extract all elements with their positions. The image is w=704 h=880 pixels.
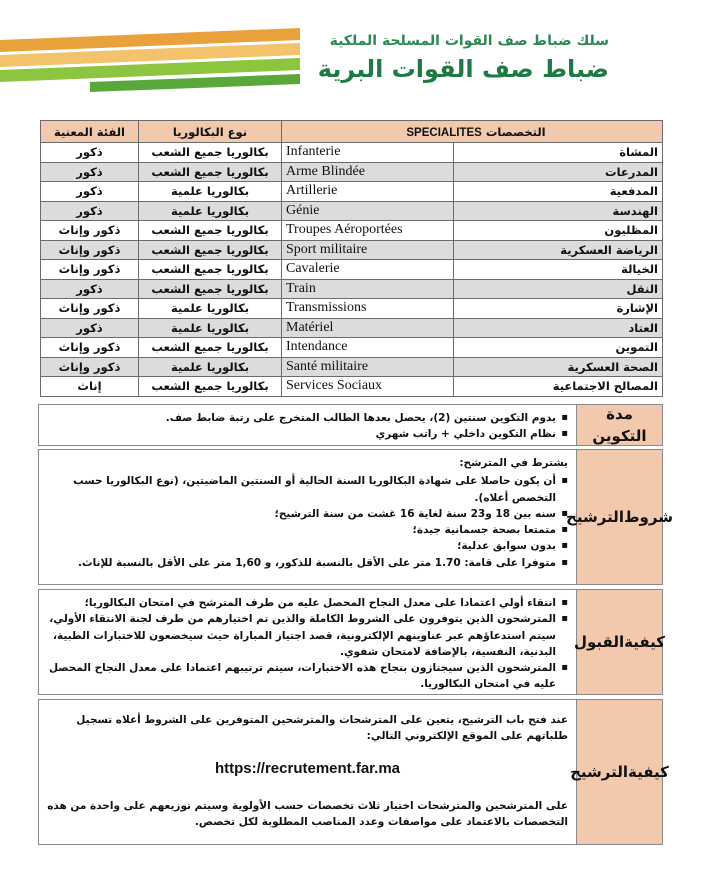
table-row	[41, 357, 663, 377]
speciality-fr-cell: Train	[282, 279, 454, 299]
condition-item: ▪ متوفرا على قامة: 1.70 متر على الأقل بالنسبة للذكور، و 1,60 متر على الأقل بالنسبة للإناث.	[47, 555, 568, 571]
header-bac-type: نوع البكالوريا	[139, 121, 282, 143]
category-cell: ذكور وإناث	[41, 240, 139, 260]
table-row	[41, 240, 663, 260]
application-label	[570, 700, 669, 844]
header-specialities-fr: SPECIALITES	[406, 126, 482, 139]
specialities-body	[41, 143, 663, 397]
table-row	[41, 338, 663, 358]
table-row	[41, 201, 663, 221]
training-label: مدة التكوين	[576, 405, 662, 445]
bac-type-cell: بكالوريا جميع الشعب	[139, 221, 282, 241]
table-row	[41, 143, 663, 163]
training-section	[38, 404, 663, 446]
conditions-label	[566, 450, 673, 584]
speciality-ar-cell: الصحة العسكرية	[454, 357, 663, 377]
admission-label-line1: كيفية	[624, 632, 665, 651]
speciality-fr-cell: Intendance	[282, 338, 454, 358]
header-title: ضباط صف القوات البرية	[317, 55, 609, 83]
admission-section	[38, 589, 663, 695]
bac-type-cell: بكالوريا جميع الشعب	[139, 260, 282, 280]
conditions-intro: يشترط في المترشح:	[459, 457, 568, 469]
speciality-ar-cell: التموين	[454, 338, 663, 358]
speciality-fr-cell: Santé militaire	[282, 357, 454, 377]
speciality-ar-cell: الرياضة العسكرية	[454, 240, 663, 260]
category-cell: ذكور وإناث	[41, 260, 139, 280]
condition-item: ▪ بدون سوابق عدلية؛	[47, 538, 568, 554]
condition-item: ▪ متمتعا بصحة جسمانية جيدة؛	[47, 522, 568, 538]
application-outro: على المترشحين والمترشحات اختيار ثلاث تخصصات حسب الأولوية وسيتم توزيعهم على واحدة من هذه التخصصات بالاعتماد على مواصفات وعدد المناصب المطلوبة لكل تخصص.	[47, 799, 568, 829]
bac-type-cell: بكالوريا جميع الشعب	[139, 338, 282, 358]
admission-label-line2: القبول	[574, 632, 625, 651]
application-label-line2: الترشيح	[570, 762, 629, 781]
speciality-fr-cell: Matériel	[282, 318, 454, 338]
header-stripes-decoration	[0, 0, 704, 100]
application-intro: عند فتح باب الترشيح، يتعين على المترشحات والمترشحين المتوفرين على الشروط أعلاه تسجيل طلباتهم على الموقع الإلكتروني التالي:	[76, 714, 568, 743]
table-header-row	[41, 121, 663, 143]
speciality-ar-cell: الخيالة	[454, 260, 663, 280]
table-row	[41, 162, 663, 182]
table-row	[41, 299, 663, 319]
conditions-section	[38, 449, 673, 585]
speciality-ar-cell: المشاة	[454, 143, 663, 163]
header-specialities-ar: التخصصات	[485, 124, 546, 139]
admission-content	[39, 590, 576, 694]
speciality-ar-cell: المصالح الاجتماعية	[454, 377, 663, 397]
specialities-table	[40, 120, 663, 397]
speciality-ar-cell: النقل	[454, 279, 663, 299]
bac-type-cell: بكالوريا جميع الشعب	[139, 143, 282, 163]
conditions-label-line2: الترشيح	[566, 507, 624, 526]
header-category: الفئة المعنية	[41, 121, 139, 143]
speciality-ar-cell: الهندسة	[454, 201, 663, 221]
category-cell: ذكور وإناث	[41, 221, 139, 241]
speciality-fr-cell: Transmissions	[282, 299, 454, 319]
bac-type-cell: بكالوريا جميع الشعب	[139, 279, 282, 299]
speciality-fr-cell: Troupes Aéroportées	[282, 221, 454, 241]
speciality-fr-cell: Arme Blindée	[282, 162, 454, 182]
conditions-content	[39, 450, 576, 584]
table-row	[41, 377, 663, 397]
speciality-fr-cell: Génie	[282, 201, 454, 221]
speciality-ar-cell: المدرعات	[454, 162, 663, 182]
speciality-ar-cell: المظليون	[454, 221, 663, 241]
bac-type-cell: بكالوريا علمية	[139, 318, 282, 338]
header-subtitle: سلك ضباط صف القوات المسلحة الملكية	[329, 33, 609, 49]
table-row	[41, 318, 663, 338]
speciality-fr-cell: Sport militaire	[282, 240, 454, 260]
application-section	[38, 699, 669, 845]
bac-type-cell: بكالوريا جميع الشعب	[139, 377, 282, 397]
table-row	[41, 182, 663, 202]
admission-item: ▪ المترشحون الذين سيجتازون بنجاح هذه الاختبارات، سيتم ترتيبهم اعتمادا على معدل النجاح المحصل عليه في امتحان البكالوريا.	[47, 660, 568, 693]
category-cell: ذكور	[41, 162, 139, 182]
table-row	[41, 221, 663, 241]
admission-item: ▪ انتقاء أولي اعتمادا على معدل النجاح المحصل عليه من طرف المترشح في امتحان البكالوريا؛	[47, 595, 568, 611]
admission-item: ▪ المترشحون الذين يتوفرون على الشروط الكاملة والذين تم اختيارهم من طرف لجنة الانتقاء الأولي، سيتم استدعاؤهم عبر عناوينهم الإلكترونية، قصد اجتياز المباراة حيث سيخضعون للاختبارات الطبية، البدنية، النفسية، بالإضافة لامتحان شفوي.	[47, 611, 568, 660]
category-cell: ذكور	[41, 143, 139, 163]
table-row	[41, 260, 663, 280]
training-item: ▪ يدوم التكوين سنتين (2)، يحصل بعدها الطالب المتخرج على رتبة ضابط صف.	[47, 410, 568, 426]
condition-item: ▪ أن يكون حاصلا على شهادة البكالوريا السنة الحالية أو السنتين الماضيتين، (نوع البكالوريا حسب التخصص أعلاه).	[47, 473, 568, 506]
bac-type-cell: بكالوريا علمية	[139, 201, 282, 221]
speciality-fr-cell: Infanterie	[282, 143, 454, 163]
speciality-ar-cell: العتاد	[454, 318, 663, 338]
category-cell: ذكور وإناث	[41, 299, 139, 319]
category-cell: إناث	[41, 377, 139, 397]
category-cell: ذكور	[41, 182, 139, 202]
condition-item: ▪ سنه بين 18 و23 سنة لغاية 16 غشت من سنة الترشيح؛	[47, 506, 568, 522]
category-cell: ذكور وإناث	[41, 338, 139, 358]
header-specialities	[282, 121, 663, 143]
speciality-fr-cell: Artillerie	[282, 182, 454, 202]
application-label-line1: كيفية	[628, 762, 669, 781]
recruitment-url-link[interactable]: https://recrutement.far.ma	[214, 759, 401, 777]
conditions-label-line1: شروط	[623, 507, 673, 526]
page-header	[0, 0, 704, 100]
category-cell: ذكور	[41, 201, 139, 221]
admission-label	[574, 590, 665, 694]
category-cell: ذكور وإناث	[41, 357, 139, 377]
training-item: ▪ نظام التكوين داخلي + راتب شهري	[47, 426, 568, 442]
category-cell: ذكور	[41, 318, 139, 338]
bac-type-cell: بكالوريا علمية	[139, 299, 282, 319]
bac-type-cell: بكالوريا جميع الشعب	[139, 162, 282, 182]
application-content	[39, 700, 576, 844]
bac-type-cell: بكالوريا جميع الشعب	[139, 240, 282, 260]
table-row	[41, 279, 663, 299]
speciality-ar-cell: المدفعية	[454, 182, 663, 202]
speciality-fr-cell: Services Sociaux	[282, 377, 454, 397]
training-content	[39, 405, 576, 445]
bac-type-cell: بكالوريا علمية	[139, 357, 282, 377]
bac-type-cell: بكالوريا علمية	[139, 182, 282, 202]
speciality-fr-cell: Cavalerie	[282, 260, 454, 280]
speciality-ar-cell: الإشارة	[454, 299, 663, 319]
category-cell: ذكور	[41, 279, 139, 299]
